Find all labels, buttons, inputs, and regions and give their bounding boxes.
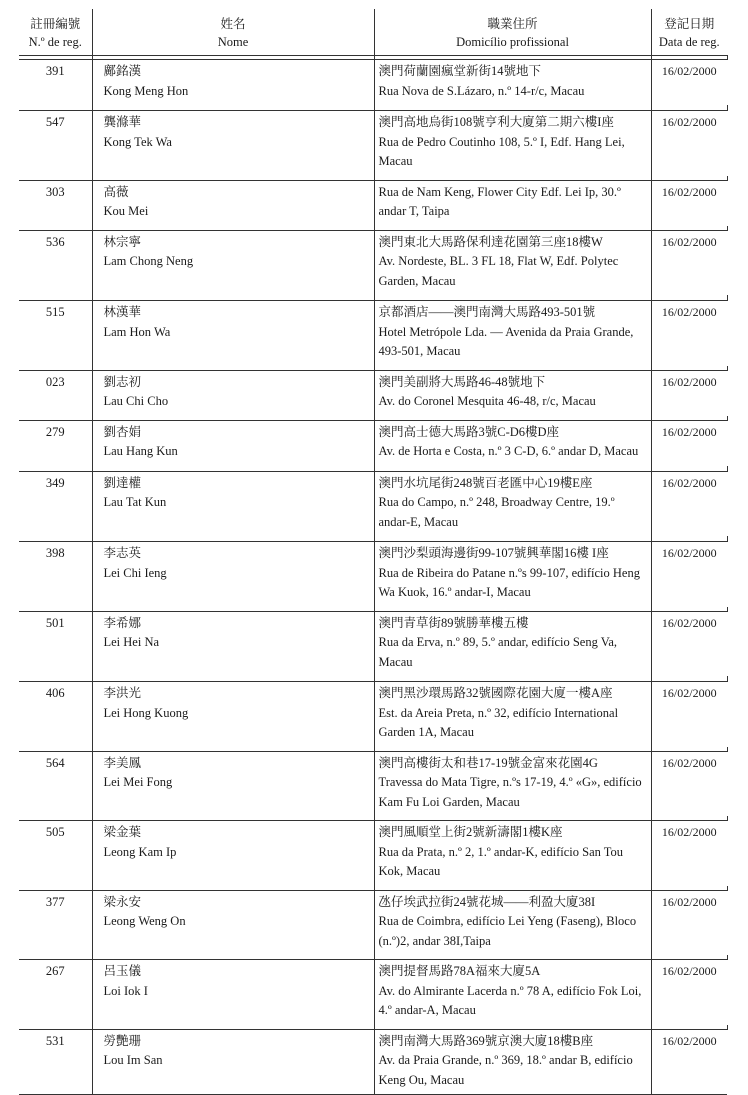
table-body — [19, 56, 727, 1095]
name-romanized: Lei Chi Ieng — [103, 565, 167, 580]
name-romanized: Lau Chi Cho — [103, 394, 169, 408]
address-portuguese: Rua Nova de S.Lázaro, n.º 14-r/c, Macau — [378, 83, 585, 98]
registrant-name — [92, 751, 374, 816]
professional-address — [374, 370, 651, 416]
registration-date — [651, 180, 727, 226]
address-chinese: 澳門風順堂上街2號新濤閣1樓K座 — [378, 825, 563, 839]
name-chinese: 呂玉儀 — [103, 964, 142, 978]
table-header — [19, 9, 727, 56]
table-row — [19, 471, 727, 536]
registration-date — [651, 111, 727, 176]
registrant-name — [92, 180, 374, 226]
name-romanized: Kong Meng Hon — [103, 83, 189, 98]
registration-date-value: 16/02/2000 — [661, 894, 717, 909]
table-row — [19, 821, 727, 886]
professional-address — [374, 180, 651, 226]
reg-number-value: 531 — [45, 1033, 65, 1048]
name-chinese: 劉志初 — [103, 374, 142, 389]
reg-number-value: 279 — [45, 424, 65, 439]
professional-address — [374, 301, 651, 366]
address-portuguese: Av. de Horta e Costa, n.º 3 C-D, 6.º andar D, Macau — [378, 444, 639, 458]
name-chinese: 龔滌華 — [103, 115, 142, 129]
registrant-name — [92, 370, 374, 416]
header-name-zh: 姓名 — [220, 17, 246, 31]
registration-date — [651, 230, 727, 295]
header-name-pt: Nome — [217, 35, 249, 49]
reg-number-value: 536 — [45, 234, 65, 249]
table-row — [19, 60, 727, 106]
address-portuguese: Av. da Praia Grande, n.º 369, 18.º andar B, edifício Keng Ou, Macau — [378, 1053, 633, 1087]
registrant-name — [92, 542, 374, 607]
professional-address — [374, 682, 651, 747]
registration-date — [651, 751, 727, 816]
name-chinese: 李美鳳 — [103, 755, 142, 770]
registration-date-value: 16/02/2000 — [661, 546, 717, 560]
reg-number — [19, 611, 92, 676]
registration-date-value: 16/02/2000 — [661, 825, 717, 839]
header-date — [651, 9, 727, 56]
registration-date-value: 16/02/2000 — [661, 115, 717, 129]
address-portuguese: Rua de Nam Keng, Flower City Edf. Lei Ip, 30.º andar T, Taipa — [378, 184, 621, 218]
address-chinese: 澳門美副將大馬路46-48號地下 — [378, 374, 546, 389]
address-chinese: 澳門青草街89號勝華樓五樓 — [378, 615, 529, 630]
name-chinese: 鄺銘漢 — [103, 64, 142, 78]
name-chinese: 高薇 — [103, 184, 129, 199]
header-address-zh: 職業住所 — [487, 17, 538, 31]
registration-date — [651, 301, 727, 366]
reg-number — [19, 301, 92, 366]
name-romanized: Leong Weng On — [103, 914, 186, 928]
reg-number-value: 023 — [45, 374, 65, 389]
registrant-name — [92, 471, 374, 536]
reg-number — [19, 751, 92, 816]
professional-address — [374, 890, 651, 955]
registration-date-value: 16/02/2000 — [661, 184, 717, 199]
table-row — [19, 682, 727, 747]
reg-number-value: 303 — [45, 184, 65, 199]
registration-date-value: 16/02/2000 — [661, 755, 717, 770]
registration-date — [651, 611, 727, 676]
registrant-name — [92, 960, 374, 1025]
address-chinese: 澳門黑沙環馬路32號國際花園大廈一樓A座 — [378, 686, 613, 700]
address-chinese: 澳門南灣大馬路369號京澳大廈18樓B座 — [378, 1033, 594, 1048]
address-chinese: 澳門提督馬路78A福來大廈5A — [378, 964, 541, 978]
name-romanized: Lou Im San — [103, 1053, 163, 1067]
name-chinese: 劉達權 — [103, 475, 142, 490]
name-romanized: Lau Hang Kun — [103, 444, 178, 458]
header-address — [374, 9, 651, 56]
registration-date — [651, 960, 727, 1025]
name-romanized: Lei Hong Kuong — [103, 705, 189, 720]
name-chinese: 梁永安 — [103, 894, 142, 909]
address-portuguese: Rua de Ribeira do Patane n.ºs 99-107, edifício Heng Wa Kuok, 16.º andar-I, Macau — [378, 565, 640, 599]
registration-date-value: 16/02/2000 — [661, 964, 717, 978]
registrant-name — [92, 420, 374, 466]
reg-number — [19, 111, 92, 176]
address-portuguese: Rua de Pedro Coutinho 108, 5.º I, Edf. Hang Lei, Macau — [378, 134, 625, 168]
header-number-zh: 註冊編號 — [30, 17, 81, 31]
registrant-name — [92, 821, 374, 886]
name-chinese: 李洪光 — [103, 686, 142, 700]
registrant-name — [92, 682, 374, 747]
registration-date-value: 16/02/2000 — [661, 374, 717, 389]
table-row — [19, 230, 727, 295]
registration-date — [651, 420, 727, 466]
reg-number — [19, 370, 92, 416]
professional-address — [374, 420, 651, 466]
reg-number-value: 547 — [45, 115, 65, 129]
reg-number-value: 349 — [45, 475, 65, 490]
address-portuguese: Av. do Coronel Mesquita 46-48, r/c, Macau — [378, 394, 596, 408]
address-portuguese: Rua de Coimbra, edifício Lei Yeng (Faseng), Bloco (n.º)2, andar 38I,Taipa — [378, 914, 637, 948]
address-portuguese: Rua do Campo, n.º 248, Broadway Centre, 19.º andar-E, Macau — [378, 495, 615, 529]
reg-number-value: 515 — [45, 305, 65, 319]
name-chinese: 勞艷珊 — [103, 1033, 142, 1048]
reg-number-value: 564 — [45, 755, 65, 770]
reg-number — [19, 230, 92, 295]
reg-number-value: 406 — [45, 686, 65, 700]
professional-address — [374, 111, 651, 176]
address-portuguese: Rua da Prata, n.º 2, 1.º andar-K, edifício San Tou Kok, Macau — [378, 844, 624, 878]
professional-address — [374, 751, 651, 816]
address-chinese: 京都酒店——澳門南灣大馬路493-501號 — [378, 305, 596, 319]
address-chinese: 澳門東北大馬路保利達花園第三座18樓W — [378, 234, 603, 249]
reg-number — [19, 821, 92, 886]
registration-date — [651, 370, 727, 416]
registration-date-value: 16/02/2000 — [661, 615, 717, 630]
address-portuguese: Travessa do Mata Tigre, n.ºs 17-19, 4.º «G», edifício Kam Fu Loi Garden, Macau — [378, 775, 642, 809]
registration-date — [651, 471, 727, 536]
table-row — [19, 611, 727, 676]
header-name — [92, 9, 374, 56]
address-chinese: 澳門水坑尾街248號百老匯中心19樓E座 — [378, 475, 593, 490]
registration-date-value: 16/02/2000 — [661, 64, 717, 78]
name-romanized: Loi Iok I — [103, 983, 148, 998]
registration-date — [651, 682, 727, 747]
address-chinese: 澳門高地烏街108號亨利大廈第二期六樓I座 — [378, 115, 614, 129]
name-romanized: Lei Mei Fong — [103, 775, 173, 789]
address-chinese: 澳門高樓街太和巷17-19號金富來花園4G — [378, 755, 598, 770]
address-portuguese: Est. da Areia Preta, n.º 32, edifício International Garden 1A, Macau — [378, 705, 619, 739]
reg-number-value: 377 — [45, 894, 65, 909]
professional-address — [374, 960, 651, 1025]
registration-date-value: 16/02/2000 — [661, 475, 717, 490]
registration-date-value: 16/02/2000 — [661, 305, 717, 319]
reg-number-value: 505 — [45, 825, 65, 839]
reg-number — [19, 471, 92, 536]
name-chinese: 林宗寧 — [103, 234, 142, 249]
reg-number-value: 391 — [45, 64, 65, 78]
professional-address — [374, 230, 651, 295]
table-row — [19, 301, 727, 366]
registrant-name — [92, 301, 374, 366]
name-romanized: Lau Tat Kun — [103, 495, 167, 509]
name-chinese: 林漢華 — [103, 305, 142, 319]
address-chinese: 澳門高士德大馬路3號C-D6樓D座 — [378, 424, 560, 439]
table-row — [19, 960, 727, 1025]
reg-number — [19, 960, 92, 1025]
professional-address — [374, 821, 651, 886]
name-chinese: 李希娜 — [103, 615, 142, 630]
address-chinese: 氹仔埃武拉街24號花城——利盈大廈38I — [378, 894, 596, 909]
name-romanized: Lam Hon Wa — [103, 324, 171, 339]
address-portuguese: Hotel Metrópole Lda. — Avenida da Praia Grande, 493-501, Macau — [378, 324, 634, 358]
header-date-zh: 登記日期 — [664, 17, 715, 31]
header-date-pt: Data de reg. — [658, 35, 720, 49]
name-chinese: 李志英 — [103, 546, 142, 560]
address-chinese: 澳門荷蘭園瘋堂新街14號地下 — [378, 64, 542, 78]
registration-date-value: 16/02/2000 — [661, 234, 717, 249]
reg-number — [19, 542, 92, 607]
registrant-name — [92, 230, 374, 295]
table-row — [19, 370, 727, 416]
registration-date — [651, 60, 727, 106]
reg-number-value: 267 — [45, 964, 65, 978]
registration-date-value: 16/02/2000 — [661, 424, 717, 439]
registrant-name — [92, 611, 374, 676]
address-portuguese: Av. Nordeste, BL. 3 FL 18, Flat W, Edf. Polytec Garden, Macau — [378, 254, 619, 288]
name-romanized: Leong Kam Ip — [103, 844, 177, 859]
registration-date — [651, 542, 727, 607]
address-portuguese: Av. do Almirante Lacerda n.º 78 A, edifício Fok Loi, 4.º andar-A, Macau — [378, 983, 642, 1017]
table-row — [19, 111, 727, 176]
header-number — [19, 9, 92, 56]
name-romanized: Kong Tek Wa — [103, 134, 172, 149]
registrant-name — [92, 60, 374, 106]
name-chinese: 梁金葉 — [103, 825, 142, 839]
address-portuguese: Rua da Erva, n.º 89, 5.º andar, edifício Seng Va, Macau — [378, 635, 618, 669]
header-number-pt: N.º de reg. — [28, 35, 82, 49]
name-romanized: Lam Chong Neng — [103, 254, 194, 268]
table-row — [19, 542, 727, 607]
reg-number — [19, 890, 92, 955]
header-address-pt: Domicílio profissional — [456, 35, 569, 49]
reg-number — [19, 60, 92, 106]
reg-number-value: 398 — [45, 546, 65, 560]
professional-address — [374, 471, 651, 536]
registrant-name — [92, 111, 374, 176]
registry-table — [19, 9, 728, 1095]
professional-address — [374, 611, 651, 676]
table-row — [19, 180, 727, 226]
registry-page — [19, 9, 727, 1095]
address-chinese: 澳門沙梨頭海邊街99-107號興華閣16樓 I座 — [378, 546, 609, 560]
reg-number-value: 501 — [45, 615, 65, 630]
professional-address — [374, 60, 651, 106]
professional-address — [374, 542, 651, 607]
registration-date — [651, 821, 727, 886]
table-row — [19, 420, 727, 466]
name-chinese: 劉杏娟 — [103, 424, 142, 439]
registration-date-value: 16/02/2000 — [661, 686, 717, 700]
table-row — [19, 751, 727, 816]
registration-date — [651, 890, 727, 955]
name-romanized: Kou Mei — [103, 204, 149, 218]
reg-number — [19, 180, 92, 226]
name-romanized: Lei Hei Na — [103, 635, 160, 649]
table-row — [19, 890, 727, 955]
registration-date-value: 16/02/2000 — [661, 1033, 717, 1048]
registrant-name — [92, 890, 374, 955]
reg-number — [19, 682, 92, 747]
reg-number — [19, 420, 92, 466]
